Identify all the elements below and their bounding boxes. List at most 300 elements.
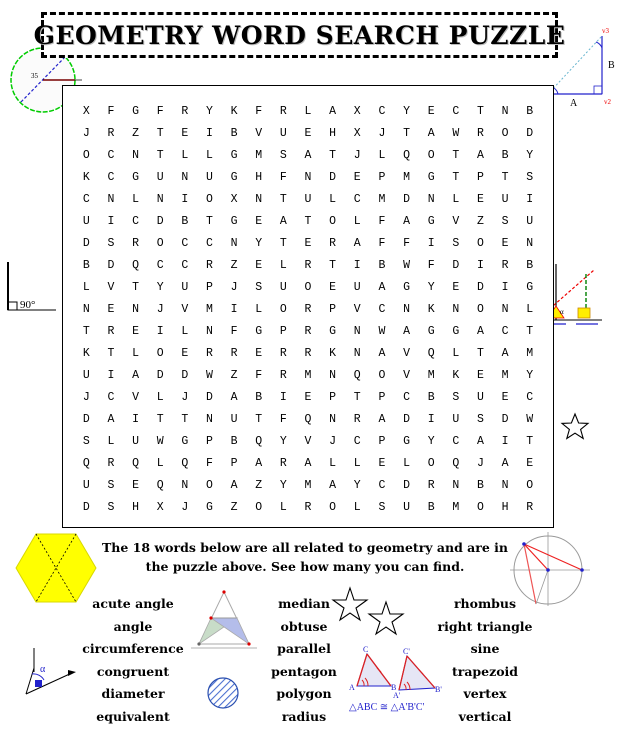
grid-cell[interactable]: F (427, 259, 435, 272)
grid-cell[interactable]: A (230, 391, 238, 404)
grid-cell[interactable]: L (526, 303, 534, 316)
grid-cell[interactable]: A (304, 457, 312, 470)
grid-cell[interactable]: E (476, 193, 484, 206)
grid-cell[interactable]: S (107, 501, 115, 514)
grid-cell[interactable]: M (427, 369, 435, 382)
grid-cell[interactable]: A (378, 413, 386, 426)
grid-cell[interactable]: D (403, 479, 410, 492)
grid-cell[interactable]: C (452, 435, 460, 448)
word-list-item[interactable]: equivalent (96, 708, 170, 724)
grid-cell[interactable]: Q (353, 369, 361, 382)
grid-cell[interactable]: Y (526, 369, 534, 382)
grid-cell[interactable]: L (132, 347, 140, 360)
grid-cell[interactable]: D (476, 281, 484, 294)
grid-cell[interactable]: R (279, 105, 287, 118)
grid-cell[interactable]: A (107, 413, 115, 426)
grid-cell[interactable]: L (353, 501, 361, 514)
grid-cell[interactable]: J (156, 303, 164, 316)
grid-cell[interactable]: L (206, 149, 213, 162)
grid-cell[interactable]: I (107, 369, 115, 382)
grid-cell[interactable]: Z (132, 127, 140, 140)
grid-cell[interactable]: X (82, 105, 90, 118)
grid-cell[interactable]: L (403, 457, 410, 470)
grid-cell[interactable]: X (230, 193, 238, 206)
grid-cell[interactable]: A (476, 149, 484, 162)
grid-cell[interactable]: O (427, 149, 435, 162)
grid-cell[interactable]: C (353, 435, 361, 448)
grid-cell[interactable]: Z (230, 259, 238, 272)
grid-cell[interactable]: A (476, 325, 484, 338)
grid-cell[interactable]: Y (427, 281, 435, 294)
grid-cell[interactable]: G (329, 325, 337, 338)
grid-cell[interactable]: E (132, 325, 140, 338)
grid-cell[interactable]: I (427, 237, 435, 250)
grid-cell[interactable]: G (452, 325, 460, 338)
grid-cell[interactable]: U (353, 281, 361, 294)
grid-cell[interactable]: M (206, 303, 213, 316)
grid-cell[interactable]: Q (452, 457, 460, 470)
grid-cell[interactable]: P (378, 435, 386, 448)
grid-cell[interactable]: P (329, 391, 337, 404)
word-list-item[interactable]: obtuse (280, 618, 328, 634)
grid-cell[interactable]: Y (206, 105, 213, 118)
grid-cell[interactable]: O (378, 369, 386, 382)
grid-cell[interactable]: R (230, 347, 238, 360)
grid-cell[interactable]: I (156, 325, 164, 338)
grid-cell[interactable]: R (476, 127, 484, 140)
grid-cell[interactable]: O (304, 281, 312, 294)
grid-cell[interactable]: Y (427, 435, 435, 448)
grid-cell[interactable]: E (378, 457, 386, 470)
grid-cell[interactable]: L (181, 325, 189, 338)
grid-cell[interactable]: U (132, 435, 140, 448)
grid-cell[interactable]: R (206, 259, 213, 272)
grid-cell[interactable]: S (279, 149, 287, 162)
grid-cell[interactable]: Q (403, 149, 410, 162)
grid-cell[interactable]: O (526, 479, 534, 492)
grid-cell[interactable]: U (501, 193, 509, 206)
word-list-item[interactable]: acute angle (92, 596, 174, 611)
grid-cell[interactable]: N (132, 303, 140, 316)
grid-cell[interactable]: K (82, 347, 90, 360)
word-list-item[interactable]: circumference (82, 641, 184, 656)
word-list-item[interactable]: polygon (276, 686, 332, 701)
grid-cell[interactable]: J (82, 391, 90, 404)
grid-cell[interactable]: M (304, 479, 312, 492)
grid-cell[interactable]: D (501, 413, 509, 426)
grid-cell[interactable]: M (526, 347, 534, 360)
grid-cell[interactable]: W (206, 369, 213, 382)
grid-cell[interactable]: S (107, 237, 115, 250)
grid-cell[interactable]: Y (255, 237, 263, 250)
grid-cell[interactable]: A (304, 149, 312, 162)
grid-cell[interactable]: U (156, 171, 164, 184)
grid-cell[interactable]: O (206, 193, 213, 206)
grid-cell[interactable]: A (403, 215, 410, 228)
grid-cell[interactable]: P (279, 325, 287, 338)
grid-cell[interactable]: O (156, 237, 164, 250)
grid-cell[interactable]: L (132, 193, 140, 206)
grid-cell[interactable]: L (82, 281, 90, 294)
grid-cell[interactable]: A (255, 457, 263, 470)
grid-cell[interactable]: N (329, 369, 337, 382)
grid-cell[interactable]: J (82, 127, 90, 140)
grid-cell[interactable]: N (181, 479, 189, 492)
grid-cell[interactable]: V (255, 127, 263, 140)
grid-cell[interactable]: T (181, 413, 189, 426)
grid-cell[interactable]: U (181, 281, 189, 294)
grid-cell[interactable]: E (181, 127, 189, 140)
grid-cell[interactable]: G (206, 501, 213, 514)
grid-cell[interactable]: N (501, 105, 509, 118)
word-list-item[interactable]: trapezoid (451, 663, 519, 679)
grid-cell[interactable]: T (255, 413, 263, 426)
grid-cell[interactable]: L (255, 303, 263, 316)
grid-cell[interactable]: D (206, 391, 213, 404)
grid-cell[interactable]: J (329, 435, 337, 448)
grid-cell[interactable]: F (378, 237, 386, 250)
grid-cell[interactable]: F (255, 105, 263, 118)
word-list-item[interactable]: pentagon (271, 663, 337, 679)
grid-cell[interactable]: O (476, 237, 484, 250)
grid-cell[interactable]: R (279, 369, 287, 382)
grid-cell[interactable]: M (501, 369, 509, 382)
grid-cell[interactable]: M (378, 193, 386, 206)
grid-cell[interactable]: L (452, 193, 460, 206)
grid-cell[interactable]: F (206, 457, 213, 470)
grid-cell[interactable]: E (427, 105, 435, 118)
grid-cell[interactable]: Y (156, 281, 164, 294)
grid-cell[interactable]: L (452, 347, 460, 360)
grid-cell[interactable]: N (329, 413, 337, 426)
grid-cell[interactable]: V (452, 215, 460, 228)
grid-cell[interactable]: T (206, 215, 213, 228)
grid-cell[interactable]: N (132, 149, 140, 162)
grid-cell[interactable]: G (255, 325, 263, 338)
grid-cell[interactable]: G (132, 171, 140, 184)
grid-cell[interactable]: J (476, 457, 484, 470)
grid-cell[interactable]: Y (526, 149, 534, 162)
grid-cell[interactable]: M (452, 501, 460, 514)
grid-cell[interactable]: T (156, 127, 164, 140)
grid-cell[interactable]: S (476, 413, 484, 426)
grid-cell[interactable]: R (132, 237, 140, 250)
grid-cell[interactable]: N (427, 193, 435, 206)
grid-cell[interactable]: R (279, 457, 287, 470)
grid-cell[interactable]: E (181, 347, 189, 360)
grid-cell[interactable]: B (427, 391, 435, 404)
word-list-item[interactable]: parallel (277, 641, 331, 656)
grid-cell[interactable]: A (501, 457, 509, 470)
grid-cell[interactable]: M (255, 149, 263, 162)
grid-cell[interactable]: R (304, 347, 312, 360)
grid-cell[interactable]: V (107, 281, 115, 294)
grid-cell[interactable]: J (181, 501, 189, 514)
grid-cell[interactable]: U (452, 413, 460, 426)
grid-cell[interactable]: P (329, 303, 337, 316)
grid-cell[interactable]: Q (427, 347, 435, 360)
grid-cell[interactable]: C (132, 215, 140, 228)
grid-cell[interactable]: P (206, 281, 213, 294)
grid-cell[interactable]: N (206, 325, 213, 338)
word-list-item[interactable]: vertical (458, 708, 512, 724)
grid-cell[interactable]: T (82, 325, 90, 338)
grid-cell[interactable]: V (403, 347, 410, 360)
grid-cell[interactable]: S (452, 391, 460, 404)
grid-cell[interactable]: S (526, 171, 534, 184)
grid-cell[interactable]: G (181, 435, 189, 448)
grid-cell[interactable]: T (329, 259, 337, 272)
grid-cell[interactable]: W (452, 127, 460, 140)
grid-cell[interactable]: R (206, 347, 213, 360)
grid-cell[interactable]: G (427, 171, 435, 184)
grid-cell[interactable]: Q (132, 457, 140, 470)
grid-cell[interactable]: N (230, 237, 238, 250)
grid-cell[interactable]: U (279, 127, 287, 140)
grid-cell[interactable]: E (353, 171, 361, 184)
grid-cell[interactable]: E (304, 127, 312, 140)
grid-cell[interactable]: D (82, 413, 90, 426)
grid-cell[interactable]: O (329, 501, 337, 514)
grid-cell[interactable]: K (452, 369, 460, 382)
grid-cell[interactable]: A (378, 347, 386, 360)
grid-cell[interactable]: R (526, 501, 534, 514)
grid-cell[interactable]: T (132, 281, 140, 294)
grid-cell[interactable]: F (255, 369, 263, 382)
grid-cell[interactable]: L (329, 193, 337, 206)
grid-cell[interactable]: Q (132, 259, 140, 272)
grid-cell[interactable]: C (526, 391, 534, 404)
grid-cell[interactable]: O (255, 501, 263, 514)
grid-cell[interactable]: T (501, 171, 509, 184)
grid-cell[interactable]: C (206, 237, 213, 250)
grid-cell[interactable]: U (82, 215, 90, 228)
grid-cell[interactable]: K (82, 171, 90, 184)
grid-cell[interactable]: K (329, 347, 337, 360)
grid-cell[interactable]: F (279, 171, 287, 184)
grid-cell[interactable]: C (156, 259, 164, 272)
grid-cell[interactable]: A (501, 347, 509, 360)
grid-cell[interactable]: I (476, 259, 484, 272)
grid-cell[interactable]: T (476, 105, 484, 118)
grid-cell[interactable]: N (304, 171, 312, 184)
grid-cell[interactable]: M (403, 171, 410, 184)
grid-cell[interactable]: L (181, 149, 189, 162)
grid-cell[interactable]: L (156, 391, 164, 404)
grid-cell[interactable]: D (107, 259, 115, 272)
grid-cell[interactable]: E (107, 303, 115, 316)
grid-cell[interactable]: E (452, 281, 460, 294)
grid-cell[interactable]: B (501, 149, 509, 162)
grid-cell[interactable]: A (403, 325, 410, 338)
grid-cell[interactable]: Z (476, 215, 484, 228)
grid-cell[interactable]: T (526, 325, 534, 338)
grid-cell[interactable]: U (82, 479, 90, 492)
grid-cell[interactable]: Q (255, 435, 263, 448)
grid-cell[interactable]: I (132, 413, 140, 426)
grid-cell[interactable]: A (132, 369, 140, 382)
grid-cell[interactable]: A (230, 479, 238, 492)
grid-cell[interactable]: J (230, 281, 238, 294)
grid-cell[interactable]: N (255, 193, 263, 206)
grid-cell[interactable]: T (526, 435, 534, 448)
grid-cell[interactable]: U (206, 171, 213, 184)
grid-cell[interactable]: R (353, 413, 361, 426)
grid-cell[interactable]: T (403, 127, 410, 140)
grid-cell[interactable]: D (82, 501, 90, 514)
grid-cell[interactable]: P (378, 171, 386, 184)
grid-cell[interactable]: J (181, 391, 189, 404)
grid-cell[interactable]: D (403, 413, 410, 426)
grid-cell[interactable]: D (156, 215, 164, 228)
grid-cell[interactable]: U (476, 391, 484, 404)
grid-cell[interactable]: C (353, 193, 361, 206)
grid-cell[interactable]: L (353, 457, 361, 470)
grid-cell[interactable]: P (206, 435, 213, 448)
grid-cell[interactable]: I (427, 413, 435, 426)
grid-cell[interactable]: J (378, 127, 386, 140)
grid-cell[interactable]: X (156, 501, 164, 514)
grid-cell[interactable]: F (279, 413, 287, 426)
word-list-item[interactable]: sine (470, 641, 500, 656)
grid-cell[interactable]: X (353, 105, 361, 118)
grid-cell[interactable]: A (353, 237, 361, 250)
grid-cell[interactable]: G (230, 149, 238, 162)
grid-cell[interactable]: S (378, 501, 386, 514)
grid-cell[interactable]: C (501, 325, 509, 338)
grid-cell[interactable]: N (501, 479, 509, 492)
grid-cell[interactable]: L (279, 259, 287, 272)
grid-cell[interactable]: Y (279, 479, 287, 492)
grid-cell[interactable]: N (353, 347, 361, 360)
grid-cell[interactable]: F (156, 105, 164, 118)
grid-cell[interactable]: T (452, 171, 460, 184)
grid-cell[interactable]: L (107, 435, 115, 448)
grid-cell[interactable]: Q (304, 413, 312, 426)
grid-cell[interactable]: B (82, 259, 90, 272)
grid-cell[interactable]: R (427, 479, 435, 492)
word-list-item[interactable]: congruent (96, 663, 170, 679)
grid-cell[interactable]: C (82, 193, 90, 206)
grid-cell[interactable]: T (452, 149, 460, 162)
grid-cell[interactable]: L (279, 501, 287, 514)
grid-cell[interactable]: A (329, 479, 337, 492)
grid-cell[interactable]: U (403, 501, 410, 514)
grid-cell[interactable]: V (132, 391, 140, 404)
grid-cell[interactable]: I (107, 215, 115, 228)
grid-cell[interactable]: R (304, 325, 312, 338)
grid-cell[interactable]: O (501, 127, 509, 140)
grid-cell[interactable]: G (132, 105, 140, 118)
word-list-item[interactable]: angle (113, 618, 153, 634)
grid-cell[interactable]: E (132, 479, 140, 492)
grid-cell[interactable]: Q (181, 457, 189, 470)
grid-cell[interactable]: D (329, 171, 337, 184)
grid-cell[interactable]: B (181, 215, 189, 228)
grid-cell[interactable]: O (82, 149, 90, 162)
grid-cell[interactable]: U (230, 413, 238, 426)
grid-cell[interactable]: B (255, 391, 263, 404)
grid-cell[interactable]: D (181, 369, 189, 382)
grid-cell[interactable]: C (107, 149, 115, 162)
grid-cell[interactable]: R (501, 259, 509, 272)
grid-cell[interactable]: S (82, 435, 90, 448)
grid-cell[interactable]: I (206, 127, 213, 140)
grid-cell[interactable]: H (255, 171, 263, 184)
grid-cell[interactable]: K (427, 303, 435, 316)
grid-cell[interactable]: X (353, 127, 361, 140)
grid-cell[interactable]: R (304, 501, 312, 514)
grid-cell[interactable]: E (304, 237, 312, 250)
grid-cell[interactable]: U (82, 369, 90, 382)
grid-cell[interactable]: Z (230, 501, 238, 514)
grid-cell[interactable]: I (501, 281, 509, 294)
grid-cell[interactable]: P (230, 457, 238, 470)
grid-cell[interactable]: C (403, 391, 410, 404)
grid-cell[interactable]: O (476, 303, 484, 316)
grid-cell[interactable]: R (279, 347, 287, 360)
grid-cell[interactable]: B (526, 105, 534, 118)
grid-cell[interactable]: L (378, 149, 386, 162)
grid-cell[interactable]: Y (279, 435, 287, 448)
grid-cell[interactable]: S (255, 281, 263, 294)
grid-cell[interactable]: I (230, 303, 238, 316)
grid-cell[interactable]: D (452, 259, 460, 272)
grid-cell[interactable]: T (107, 347, 115, 360)
grid-cell[interactable]: H (501, 501, 509, 514)
grid-cell[interactable]: I (353, 259, 361, 272)
grid-cell[interactable]: N (156, 193, 164, 206)
grid-cell[interactable]: U (304, 193, 312, 206)
grid-cell[interactable]: V (181, 303, 189, 316)
grid-cell[interactable]: N (403, 303, 410, 316)
grid-cell[interactable]: F (378, 215, 386, 228)
grid-cell[interactable]: I (526, 193, 534, 206)
grid-cell[interactable]: E (255, 215, 263, 228)
grid-cell[interactable]: U (279, 281, 287, 294)
grid-cell[interactable]: C (452, 105, 460, 118)
grid-cell[interactable]: A (378, 281, 386, 294)
grid-cell[interactable]: T (279, 193, 287, 206)
grid-cell[interactable]: V (353, 303, 361, 316)
grid-cell[interactable]: G (230, 215, 238, 228)
grid-cell[interactable]: D (156, 369, 164, 382)
grid-cell[interactable]: B (378, 259, 386, 272)
grid-cell[interactable]: V (304, 435, 312, 448)
grid-cell[interactable]: C (107, 391, 115, 404)
grid-cell[interactable]: Q (156, 479, 164, 492)
grid-cell[interactable]: G (403, 435, 410, 448)
grid-cell[interactable]: F (107, 105, 115, 118)
grid-cell[interactable]: N (107, 193, 115, 206)
grid-cell[interactable]: S (501, 215, 509, 228)
grid-cell[interactable]: G (403, 281, 410, 294)
grid-cell[interactable]: Z (255, 479, 263, 492)
grid-cell[interactable]: L (156, 457, 164, 470)
grid-cell[interactable]: M (304, 369, 312, 382)
grid-cell[interactable]: V (403, 369, 410, 382)
grid-cell[interactable]: C (378, 105, 386, 118)
grid-cell[interactable]: T (156, 149, 164, 162)
grid-cell[interactable]: A (427, 127, 435, 140)
grid-cell[interactable]: Z (230, 369, 238, 382)
grid-cell[interactable]: W (526, 413, 534, 426)
grid-cell[interactable]: B (230, 127, 238, 140)
grid-cell[interactable]: R (107, 325, 115, 338)
grid-cell[interactable]: C (107, 171, 115, 184)
grid-cell[interactable]: S (452, 237, 460, 250)
grid-cell[interactable]: J (353, 149, 361, 162)
